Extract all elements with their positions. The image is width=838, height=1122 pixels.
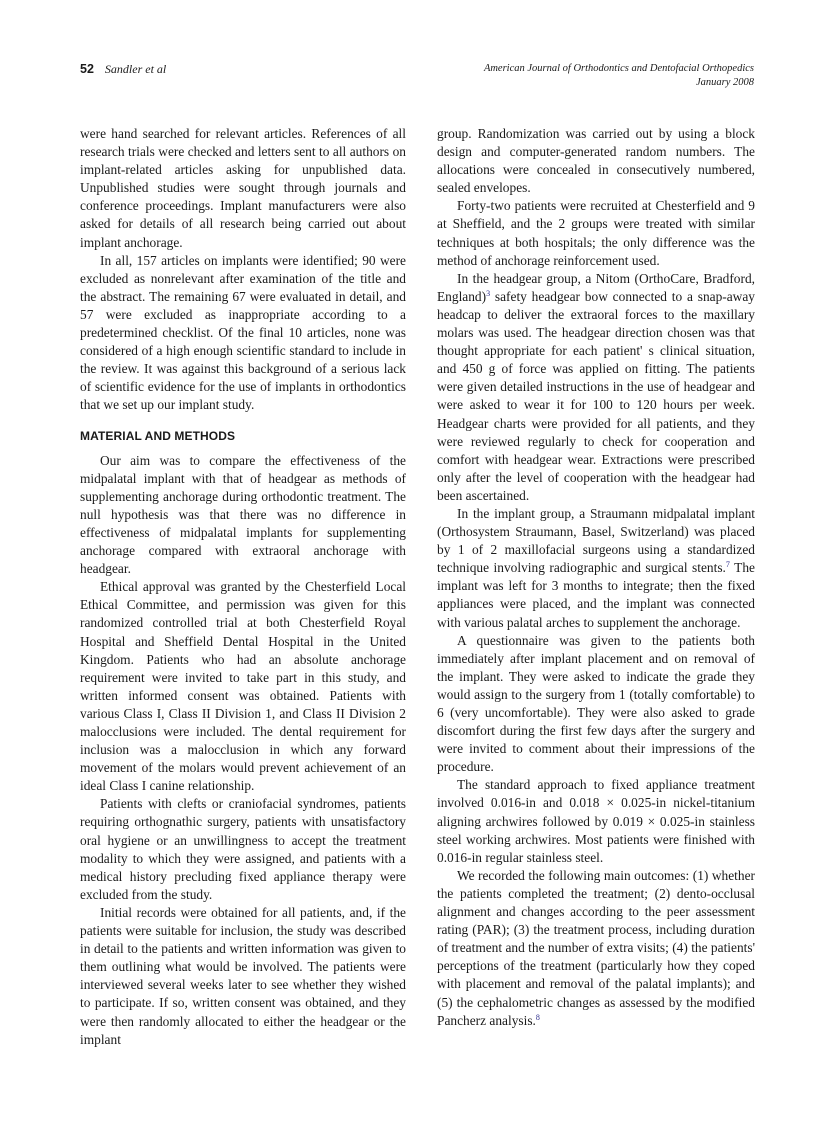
- paragraph-text: safety headgear bow connected to a snap-away headcap to deliver the extraoral forces to the maxillary molars was used. The headgear direction chosen was that thought appropriate for each patient' s clinical situation, and 450 g of force was applied on fitting. The patients were given detailed instructions in the use of headgear and were asked to wear it for 100 to 120 hours per week. Headgear charts were provided for all patients, and they were reviewed regularly to check for cooperation and comfort with headgear wear. Extractions were prescribed only after the level of cooperation with the headgear had been ascertained.: [437, 288, 755, 503]
- running-head: [80, 62, 754, 96]
- running-head-right: [484, 62, 754, 90]
- paragraph: The standard approach to fixed appliance treatment involved 0.016-in and 0.018 × 0.025-in nickel-titanium aligning archwires followed by 0.019 × 0.025-in stainless steel working archwires. Most patients were finished with 0.016-in regular stainless steel.: [437, 777, 755, 865]
- paragraph: Patients with clefts or craniofacial syndromes, patients requiring orthognathic surgery, patients with unsatisfactory oral hygiene or an unwillingness to accept the treatment modality to which they were assigned, and patients with a medical history precluding fixed appliance therapy were excluded from the study.: [80, 796, 406, 902]
- running-head-left: [80, 62, 166, 77]
- section-heading: MATERIAL AND METHODS: [80, 428, 236, 443]
- page-number: 52: [80, 62, 94, 76]
- paragraph: [437, 867, 755, 1030]
- paragraph-text: The implant was left for 3 months to integrate; then the fixed appliances were placed, and the implant was connected with various palatal arches to supplement the anchorage.: [437, 560, 755, 630]
- paragraph-text: In the headgear group, a Nitom (OrthoCare, Bradford, England): [437, 270, 755, 304]
- paragraph: In all, 157 articles on implants were identified; 90 were excluded as nonrelevant after examination of the title and the abstract. The remaining 67 were evaluated in detail, and 57 were excluded as inappropriate according to a predetermined checklist. Of the final 10 articles, none was considered of a high enough scientific standard to include in the review. It was against this background of a serious lack of scientific evidence for the use of implants in orthodontics that we set up our implant study.: [80, 252, 406, 413]
- journal-title: American Journal of Orthodontics and Dentofacial Orthopedics: [483, 63, 754, 74]
- reference-link[interactable]: 7: [725, 560, 730, 570]
- paragraph: [437, 505, 755, 632]
- paragraph: Our aim was to compare the effectiveness of the midpalatal implant with that of headgear as methods of supplementing anchorage during orthodontic treatment. The null hypothesis was that there was no difference in effectiveness of midpalatal implants for supplementing anchorage compared with extraoral anchorage with headgear.: [80, 452, 406, 577]
- paragraph: Initial records were obtained for all patients, and, if the patients were suitable for inclusion, the study was described in detail to the patients and written information was given to them outlining what would be involved. The patients were interviewed several weeks later to see whether they wished to participate. If so, written consent was obtained, and they were then randomly allocated to either the headgear or the implant: [80, 904, 406, 1047]
- reference-link[interactable]: 3: [486, 288, 491, 298]
- paragraph: [437, 270, 755, 505]
- right-column: [437, 125, 755, 1030]
- paragraph: Ethical approval was granted by the Chesterfield Local Ethical Committee, and permission was given for this randomized controlled trial at both Chesterfield Royal Hospital and Sheffield Dental Hospital in the United Kingdom. Patients who had an absolute anchorage requirement were invited to take part in this study, and written informed consent was obtained. Patients with various Class I, Class II Division 1, and Class II Division 2 malocclusions were included. The dental requirement for inclusion was a malocclusion in which any forward movement of the molars would prevent achievement of an ideal Class I canine relationship.: [80, 579, 406, 794]
- paragraph-text: We recorded the following main outcomes: (1) whether the patients completed the treatment; (2) dento-occlusal alignment and changes according to the peer assessment rating (PAR); (3) the treatment process, including duration of treatment and the number of extra visits; (4) the patients' perceptions of the treatment (particularly how they coped with placement and removal of the palatal implants); and (5) the cephalometric changes as assessed by the modified Pancherz analysis.: [437, 867, 755, 1028]
- paragraph: Forty-two patients were recruited at Chesterfield and 9 at Sheffield, and the 2 groups were treated with similar techniques at both hospitals; the only difference was the method of anchorage reinforcement used.: [437, 198, 755, 268]
- left-column: [80, 125, 406, 1049]
- paragraph: group. Randomization was carried out by using a block design and computer-generated random numbers. The allocations were concealed in consecutively numbered, sealed envelopes.: [437, 126, 755, 196]
- issue-date: January 2008: [695, 77, 754, 88]
- author-short: Sandler et al: [104, 62, 167, 76]
- reference-link[interactable]: 8: [535, 1012, 540, 1022]
- paragraph-text: In the implant group, a Straumann midpalatal implant (Orthosystem Straumann, Basel, Switzerland) was placed by 1 of 2 maxillofacial surgeons using a standardized technique involving radiographic and surgical stents.: [437, 505, 755, 576]
- paragraph: A questionnaire was given to the patients both immediately after implant placement and on removal of the implant. They were asked to indicate the grade they would assign to the surgery from 1 (totally comfortable) to 6 (very uncomfortable). They were also asked to grade discomfort during the first few days after the surgery and were invited to comment about their impressions of the procedure.: [437, 632, 755, 775]
- paragraph: were hand searched for relevant articles. References of all research trials were checked and letters sent to all authors on implant-related articles asking for unpublished data. Unpublished studies were sought through journals and conference proceedings. Implant manufacturers were also asked for details of all research being carried out about implant anchorage.: [80, 126, 406, 250]
